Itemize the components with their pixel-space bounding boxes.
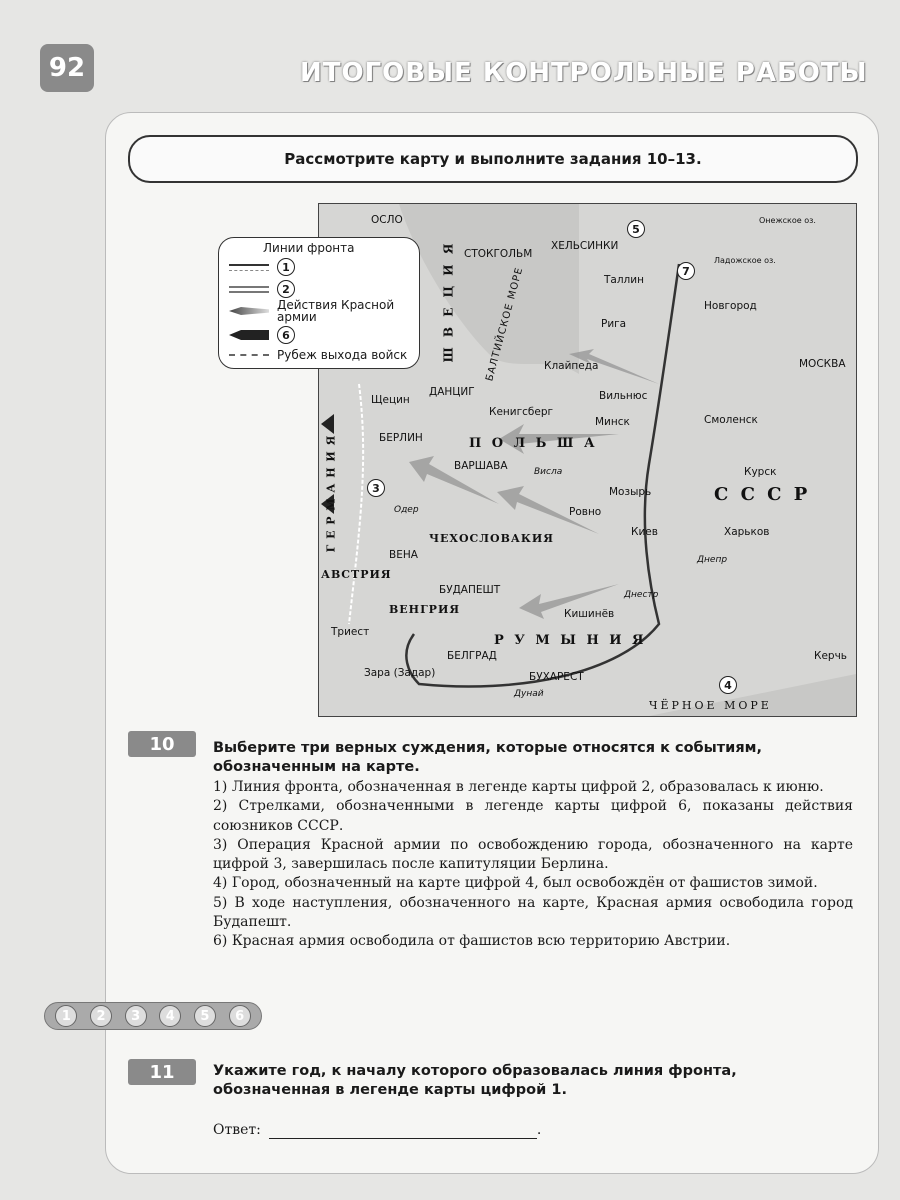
answer-choice[interactable]: 4 [159,1005,181,1027]
option: 2) Стрелками, обозначенными в легенде карты цифрой 6, показаны действия союзников СССР. [213,798,853,834]
map-label: Кенигсберг [489,406,554,418]
map-label: Курск [744,466,777,478]
map-label: Днестр [624,590,659,600]
map-label: Вильнюс [599,390,648,402]
page-number: 92 [40,44,94,92]
legend-title: Линии фронта [263,241,355,255]
map-label: БУДАПЕШТ [439,584,501,596]
map-label: Рига [601,318,627,330]
map-label: ОСЛО [371,214,403,226]
map-label: ЧЕХОСЛОВАКИЯ [429,532,554,545]
map-label: Висла [534,467,563,477]
map-label: БАЛТИЙСКОЕ МОРЕ [484,266,526,383]
legend-label: 2 [277,280,295,298]
allied-arrow-icon [229,330,269,340]
map-label: Онежское оз. [759,216,816,225]
map-number-marker: 3 [367,479,385,497]
answer-choice[interactable]: 3 [125,1005,147,1027]
answer-choice[interactable]: 1 [55,1005,77,1027]
answer-input[interactable] [269,1122,537,1139]
map-label: С С С Р [714,484,811,505]
map-label: АВСТРИЯ [321,568,392,581]
answer-choice[interactable]: 6 [229,1005,251,1027]
map-label: БЕЛГРАД [447,650,497,662]
map-label: ВЕНА [389,549,418,561]
front-line-1-icon [229,264,269,271]
map-label: ВАРШАВА [454,460,508,472]
border-line-icon [229,354,269,356]
map-label: Минск [595,416,630,428]
map-label: Зара (Задар) [364,667,436,679]
map-label: Ладожское оз. [714,256,776,265]
map-label: Клайпеда [544,360,599,372]
map-label: ЧЁРНОЕ МОРЕ [649,699,772,712]
option: 6) Красная армия освободила от фашистов всю территорию Австрии. [213,933,731,950]
answer-choice[interactable]: 5 [194,1005,216,1027]
map-label: П О Л Ь Ш А [469,436,598,451]
map-label: Кишинёв [564,608,615,620]
map-label: Днепр [697,555,728,565]
map-label: СТОКГОЛЬМ [464,248,533,260]
answer-choice-row [44,1002,262,1030]
map-label: БЕРЛИН [379,432,423,444]
map-label: Таллин [604,274,644,286]
legend-label: 6 [277,326,295,344]
answer-choice[interactable]: 2 [90,1005,112,1027]
map-label: Ш В Е Ц И Я [441,240,456,363]
map-label: Мозырь [609,486,652,498]
map-label: Киев [631,526,658,538]
task-10-question: Выберите три верных суждения, которые относятся к событиям, обозначенным на карте. [213,740,762,775]
option: 4) Город, обозначенный на карте цифрой 4, был освобождён от фашистов зимой. [213,875,818,892]
map-label: ХЕЛЬСИНКИ [551,240,619,252]
task-10-number: 10 [128,731,196,757]
option: 3) Операция Красной армии по освобождению города, обозначенного на карте цифрой 3, завершилась после капитуляции Берлина. [213,836,853,873]
map-label: Харьков [724,526,770,538]
legend-label: Рубеж выхода войск [277,348,408,362]
option: 1) Линия фронта, обозначенная в легенде карты цифрой 2, образовалась к июню. [213,779,824,795]
task-10-options [213,778,853,952]
map-label: Г Е Р М А Н И Я [324,434,338,553]
front-line-2-icon [229,286,269,293]
map-number-marker: 5 [627,220,645,238]
task-11-answer: Ответ: . [213,1122,542,1138]
instruction-banner: Рассмотрите карту и выполните задания 10–13. [128,135,858,183]
task-11-question: Укажите год, к началу которого образовалась линия фронта, обозначенная в легенде карты цифрой 1. [213,1063,737,1098]
legend-label: Действия Красной армии [277,298,395,324]
map-label: Смоленск [704,414,758,426]
task-11-number: 11 [128,1059,196,1085]
map-label: Новгород [704,300,757,312]
page-title: ИТОГОВЫЕ КОНТРОЛЬНЫЕ РАБОТЫ [300,58,868,88]
option: 5) В ходе наступления, обозначенного на карте, Красная армия освободила город Будапешт. [213,894,853,931]
map-label: МОСКВА [799,358,846,370]
map-label: ДАНЦИГ [429,386,475,398]
map-label: Щецин [371,394,410,406]
legend-label: 1 [277,258,295,276]
red-army-arrow-icon [229,307,269,315]
map-legend [218,237,420,369]
map-label: БУХАРЕСТ [529,671,584,683]
map-label: Керчь [814,650,847,662]
map-label: Дунай [514,689,544,699]
map-number-marker: 7 [677,262,695,280]
answer-label: Ответ: [213,1122,261,1138]
map-number-marker: 4 [719,676,737,694]
map-label: Одер [394,505,419,515]
map-label: Р У М Ы Н И Я [494,633,647,648]
map-label: Триест [331,626,370,638]
map-label: Ровно [569,506,602,518]
map-label: ВЕНГРИЯ [389,603,461,616]
